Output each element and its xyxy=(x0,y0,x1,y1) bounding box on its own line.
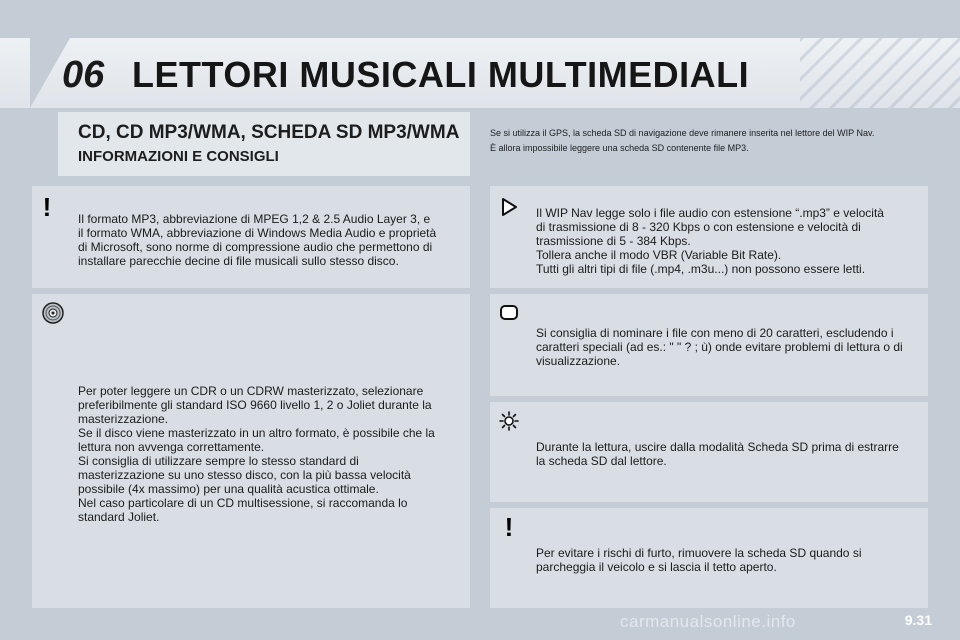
sd-mode-text: Durante la lettura, uscire dalla modalità Scheda SD prima di estrarre la scheda SD dal lettore. xyxy=(536,440,899,468)
rounded-square-icon xyxy=(496,300,522,326)
page-title: LETTORI MUSICALI MULTIMEDIALI xyxy=(132,54,750,95)
theft-text: Per evitare i rischi di furto, rimuovere la scheda SD quando si parcheggia il veicolo e si lascia il tetto aperto. xyxy=(536,546,862,574)
mp3-format-text: Il formato MP3, abbreviazione di MPEG 1,2 & 2.5 Audio Layer 3, e il formato WMA, abbreviazione di Windows Media Audio e proprietà di Microsoft, sono norme di compressione audio che permettono di installare parecchie decine di file musicali sullo stesso disco. xyxy=(78,212,437,268)
wip-nav-text: Il WIP Nav legge solo i file audio con estensione “.mp3” e velocità di trasmissione di 8 - 320 Kbps o con estensione e velocità di trasmissione di 5 - 384 Kbps. Tollera anche il modo VBR (Variable Bit Rate). Tutti gli altri tipi di file (.mp4, .m3u...) non possono essere letti. xyxy=(536,206,884,276)
light-bulb-icon xyxy=(496,408,522,434)
gps-note-line-1: Se si utilizza il GPS, la scheda SD di navigazione deve rimanere inserita nel lettore del WIP Nav. xyxy=(490,128,875,138)
cd-disc-icon xyxy=(40,300,66,326)
cdr-text: Per poter leggere un CDR o un CDRW masterizzato, selezionare preferibilmente gli standard ISO 9660 livello 1, 2 o Joliet durante la masterizzazione. Se il disco viene masterizzato in un altro formato, è possibile che la lettura non avvenga correttamente. Si consiglia di utilizzare sempre lo stesso standard di masterizzazione su uno stesso disco, con la più bassa velocità possibile (4x massimo) per una qualità acustica ottimale. Nel caso particolare di un CD multisessione, si raccomanda lo standard Joliet. xyxy=(78,384,435,524)
gps-note xyxy=(490,126,930,156)
warning-exclamation-icon: ! xyxy=(42,192,52,222)
watermark: carmanualsonline.info xyxy=(620,612,796,631)
play-triangle-icon xyxy=(496,194,522,220)
gps-note-line-2: È allora impossibile leggere una scheda SD contenente file MP3. xyxy=(490,143,749,153)
page-number: 9.31 xyxy=(904,612,932,628)
section-title: CD, CD MP3/WMA, SCHEDA SD MP3/WMA xyxy=(78,122,460,143)
header-decoration xyxy=(800,38,960,108)
section-subtitle: INFORMAZIONI E CONSIGLI xyxy=(78,148,279,165)
chapter-number: 06 xyxy=(62,54,105,96)
warning-exclamation-icon: ! xyxy=(504,512,514,542)
file-names-text: Si consiglia di nominare i file con meno di 20 caratteri, escludendo i caratteri speciali (ad es.: " " ? ; ù) onde evitare problemi di lettura o di visualizzazione. xyxy=(536,326,903,368)
